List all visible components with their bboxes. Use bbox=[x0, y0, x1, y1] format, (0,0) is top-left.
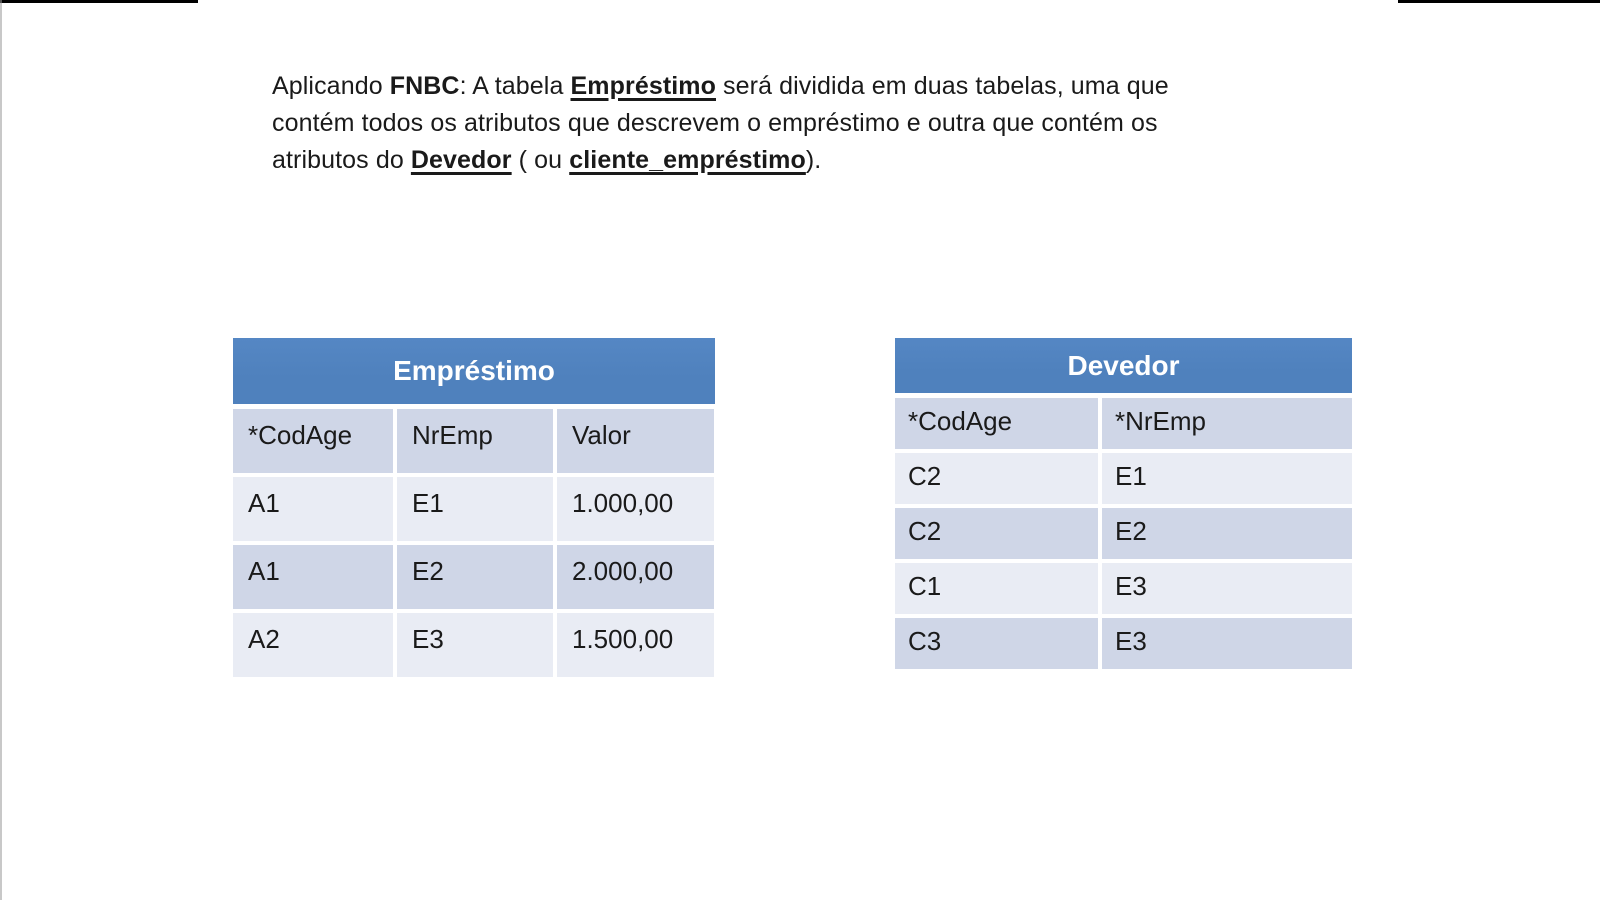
text-run: Devedor bbox=[410, 146, 512, 174]
table-cell: C1 bbox=[895, 563, 1098, 614]
text-line bbox=[272, 142, 1262, 179]
text-run: contém todos os atributos que descrevem o empréstimo e outra que contém os bbox=[272, 109, 1158, 137]
table-cell: E3 bbox=[397, 613, 553, 677]
table-cell: 1.500,00 bbox=[557, 613, 714, 677]
table-cell: C3 bbox=[895, 618, 1098, 669]
column-header-cell: *NrEmp bbox=[1102, 398, 1352, 449]
text-run: atributos do bbox=[272, 146, 411, 174]
table-cell: E1 bbox=[397, 477, 553, 541]
text-run: será dividida em duas tabelas, uma que bbox=[716, 72, 1169, 100]
devedor-table-grid bbox=[895, 398, 1352, 669]
table-cell: E3 bbox=[1102, 618, 1352, 669]
text-run: cliente_empréstimo bbox=[569, 146, 806, 174]
table-cell: E1 bbox=[1102, 453, 1352, 504]
table-cell: 2.000,00 bbox=[557, 545, 714, 609]
table-cell: C2 bbox=[895, 453, 1098, 504]
table-cell: E2 bbox=[1102, 508, 1352, 559]
text-run: Aplicando bbox=[272, 72, 390, 100]
table-cell: A1 bbox=[233, 545, 393, 609]
devedor-table bbox=[895, 338, 1352, 669]
text-run: FNBC bbox=[389, 72, 460, 100]
text-run: Empréstimo bbox=[570, 72, 716, 100]
devedor-table-title: Devedor bbox=[895, 338, 1352, 393]
text-run: : A tabela bbox=[459, 72, 571, 100]
table-cell: A2 bbox=[233, 613, 393, 677]
description-text bbox=[272, 68, 1262, 179]
table-cell: E2 bbox=[397, 545, 553, 609]
frame-border-top-left bbox=[0, 0, 198, 3]
table-cell: A1 bbox=[233, 477, 393, 541]
emprestimo-table-title: Empréstimo bbox=[233, 338, 715, 404]
emprestimo-table-grid bbox=[233, 409, 715, 677]
text-line bbox=[272, 105, 1262, 142]
frame-border-left bbox=[0, 0, 2, 900]
text-line bbox=[272, 68, 1262, 105]
table-cell: E3 bbox=[1102, 563, 1352, 614]
frame-border-top-right bbox=[1398, 0, 1600, 3]
emprestimo-table bbox=[233, 338, 715, 677]
column-header-cell: *CodAge bbox=[233, 409, 393, 473]
table-cell: 1.000,00 bbox=[557, 477, 714, 541]
text-run: ( ou bbox=[511, 146, 570, 174]
column-header-cell: NrEmp bbox=[397, 409, 553, 473]
table-cell: C2 bbox=[895, 508, 1098, 559]
column-header-cell: *CodAge bbox=[895, 398, 1098, 449]
column-header-cell: Valor bbox=[557, 409, 714, 473]
text-run: ). bbox=[805, 146, 822, 174]
